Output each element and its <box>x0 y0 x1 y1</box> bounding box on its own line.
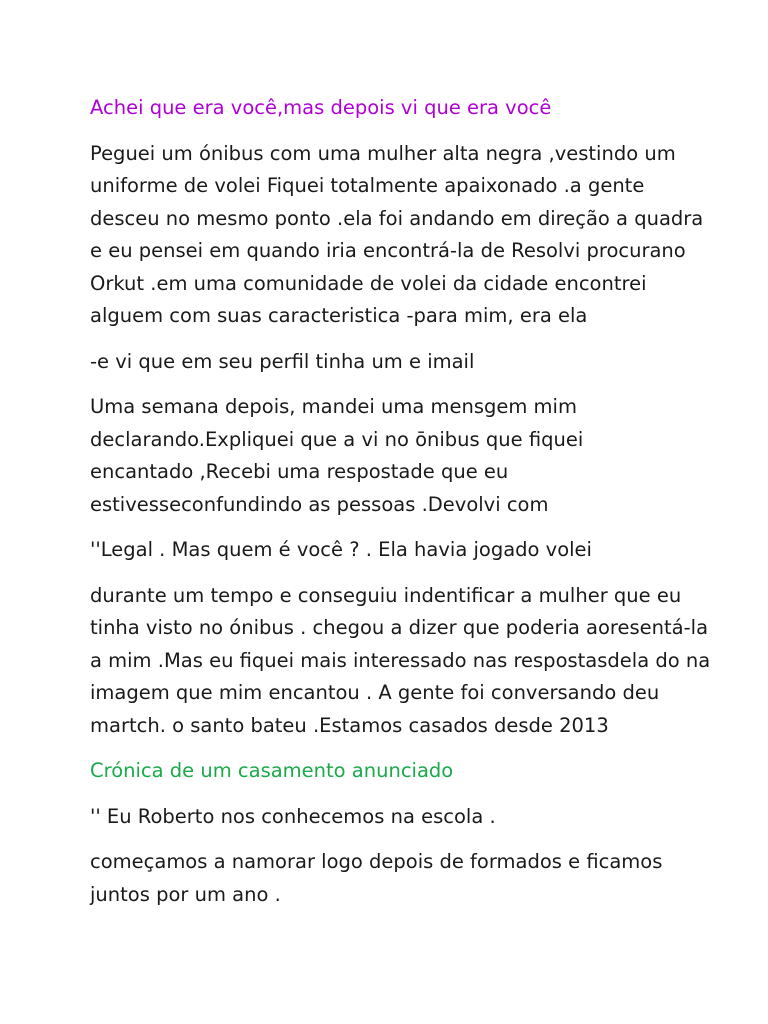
paragraph-line: desceu no mesmo ponto .ela foi andando em direção a quadra <box>90 206 704 230</box>
paragraph-line: encantado ,Recebi uma respostade que eu <box>90 460 509 483</box>
paragraph-5 <box>90 580 711 743</box>
paragraph-line: e eu pensei em quando iria encontrá-la de Resolvi procurano <box>90 239 686 262</box>
paragraph-line: estivesseconfundindo as pessoas .Devolvi com <box>90 492 549 516</box>
paragraph-1 <box>90 138 704 333</box>
paragraph-2: -e vi que em seu perfil tinha um e imail <box>90 349 475 373</box>
paragraph-6: '' Eu Roberto nos conhecemos na escola . <box>90 804 496 828</box>
story-title-2: Crónica de um casamento anunciado <box>90 759 454 782</box>
paragraph-line: uniforme de volei Fiquei totalmente apaixonado .a gente <box>90 174 645 197</box>
paragraph-line: declarando.Expliquei que a vi no ōnibus que fiquei <box>90 427 584 451</box>
paragraph-line: juntos por um ano . <box>90 882 281 906</box>
paragraph-3 <box>90 391 690 521</box>
paragraph-line: tinha visto no ónibus . chegou a dizer que poderia aoresentá-la <box>90 616 709 639</box>
paragraph-4: ''Legal . Mas quem é você ? . Ela havia jogado volei <box>90 538 592 561</box>
paragraph-line: alguem com suas caracteristica -para mim, era ela <box>90 304 588 327</box>
paragraph-line: a mim .Mas eu fiquei mais interessado nas respostasdela do na <box>90 648 711 672</box>
paragraph-line: Uma semana depois, mandei uma mensgem mim <box>90 395 577 418</box>
paragraph-line: Peguei um ónibus com uma mulher alta negra ,vestindo um <box>90 141 676 165</box>
document-body <box>90 92 711 924</box>
paragraph-line: começamos a namorar logo depois de formados e ficamos <box>90 850 663 873</box>
paragraph-line: imagem que mim encantou . A gente foi conversando deu <box>90 681 660 704</box>
paragraph-7 <box>90 846 690 911</box>
paragraph-line: martch. o santo bateu .Estamos casados desde 2013 <box>90 713 609 737</box>
paragraph-line: durante um tempo e conseguiu indentificar a mulher que eu <box>90 583 682 607</box>
paragraph-line: Orkut .em uma comunidade de volei da cidade encontrei <box>90 271 647 295</box>
story-title-1: Achei que era você,mas depois vi que era você <box>90 96 552 119</box>
